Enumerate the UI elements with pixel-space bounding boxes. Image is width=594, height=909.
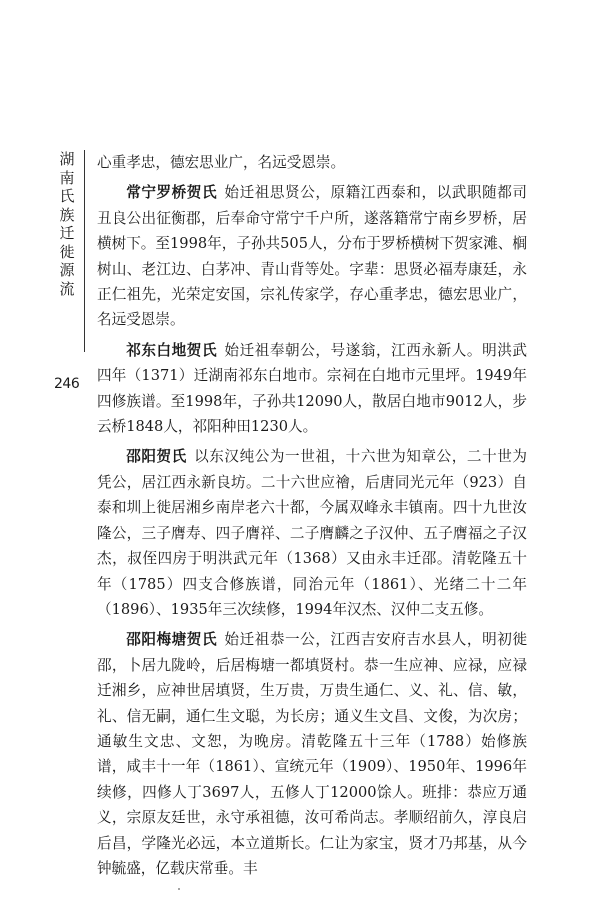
entry-title: 邵阳贺氏 — [126, 448, 187, 466]
entry-qidong-baidi — [97, 338, 527, 440]
entry-changning-luoqiao — [97, 180, 527, 332]
entry-body: 始迁祖奉朝公，号遂翁，江西永新人。明洪武四年（1371）迁湖南祁东白地市。宗祠在白地市元里坪。1949年四修族谱。至1998年，子孙共12090人，散居白地市9012人，步云桥1848人，祁阳种田1230人。 — [97, 341, 527, 436]
entry-title: 祁东白地贺氏 — [126, 341, 218, 359]
entry-body: 始迁祖思贤公，原籍江西泰和，以武职随都司丑良公出征衡郡，后奉命守常宁千户所，遂落籍常宁南乡罗桥，居横树下。至1998年，子孙共505人，分布于罗桥横树下贺家滩、榈树山、老江边、白茅冲、青山背等处。字辈：思贤必福寿康廷，永正仁祖先，光荣定安国，宗礼传家学，存心重孝忠，德宏思业广，名远受恩崇。 — [97, 184, 527, 329]
page-body — [97, 150, 527, 881]
lead-paragraph: 心重孝忠，德宏思业广，名远受恩崇。 — [97, 154, 346, 171]
running-head-rule — [84, 150, 85, 352]
entry-title: 常宁罗桥贺氏 — [126, 184, 218, 202]
entry-title: 邵阳梅塘贺氏 — [126, 631, 218, 649]
scan-speck — [178, 888, 180, 890]
entry-shaoyang-meitang — [97, 627, 527, 881]
running-head-book-title: 湖南氏族迁徙源流 — [59, 150, 75, 298]
entry-shaoyang — [97, 444, 527, 622]
page-number: 246 — [54, 376, 80, 392]
entry-body: 以东汉纯公为一世祖，十六世为知章公，二十世为凭公，居江西永新良坊。二十六世应禬，后唐同光元年（923）自泰和圳上徙居湘乡南岸老六十都，今属双峰永丰镇南。四十九世汝隆公，三子膺寿、四子膺祥、二子膺麟之子汉仲、五子膺福之子汉杰，叔侄四房于明洪武元年（1368）又由永丰迁邵。清乾隆五十年（1785）四支合修族谱，同治元年（1861）、光绪二十二年（1896）、1935年三次续修，1994年汉杰、汉仲二支五修。 — [97, 448, 527, 618]
entry-body: 始迁祖恭一公，江西吉安府吉水县人，明初徙邵，卜居九陇岭，后居梅塘一都填贤村。恭一生应神、应禄，应禄迁湘乡，应神世居填贤，生万贵，万贵生通仁、义、礼、信、敏，礼、信无嗣，通仁生文聪，为长房；通义生文昌、文俊，为次房；通敏生文忠、文恕，为晚房。清乾隆五十三年（1788）始修族谱，咸丰十一年（1861）、宣统元年（1909）、1950年、1996年续修，四修人丁3697人，五修人丁12000馀人。班排：恭应万通义，宗原友廷世，永守承祖德，汝可希尚志。孝顺绍前久，淳良启后昌，学隆光必远，本立道斯长。仁让为家宝，贤才乃邦基，从今钟毓盛，亿载庆常垂。丰 — [97, 631, 527, 877]
